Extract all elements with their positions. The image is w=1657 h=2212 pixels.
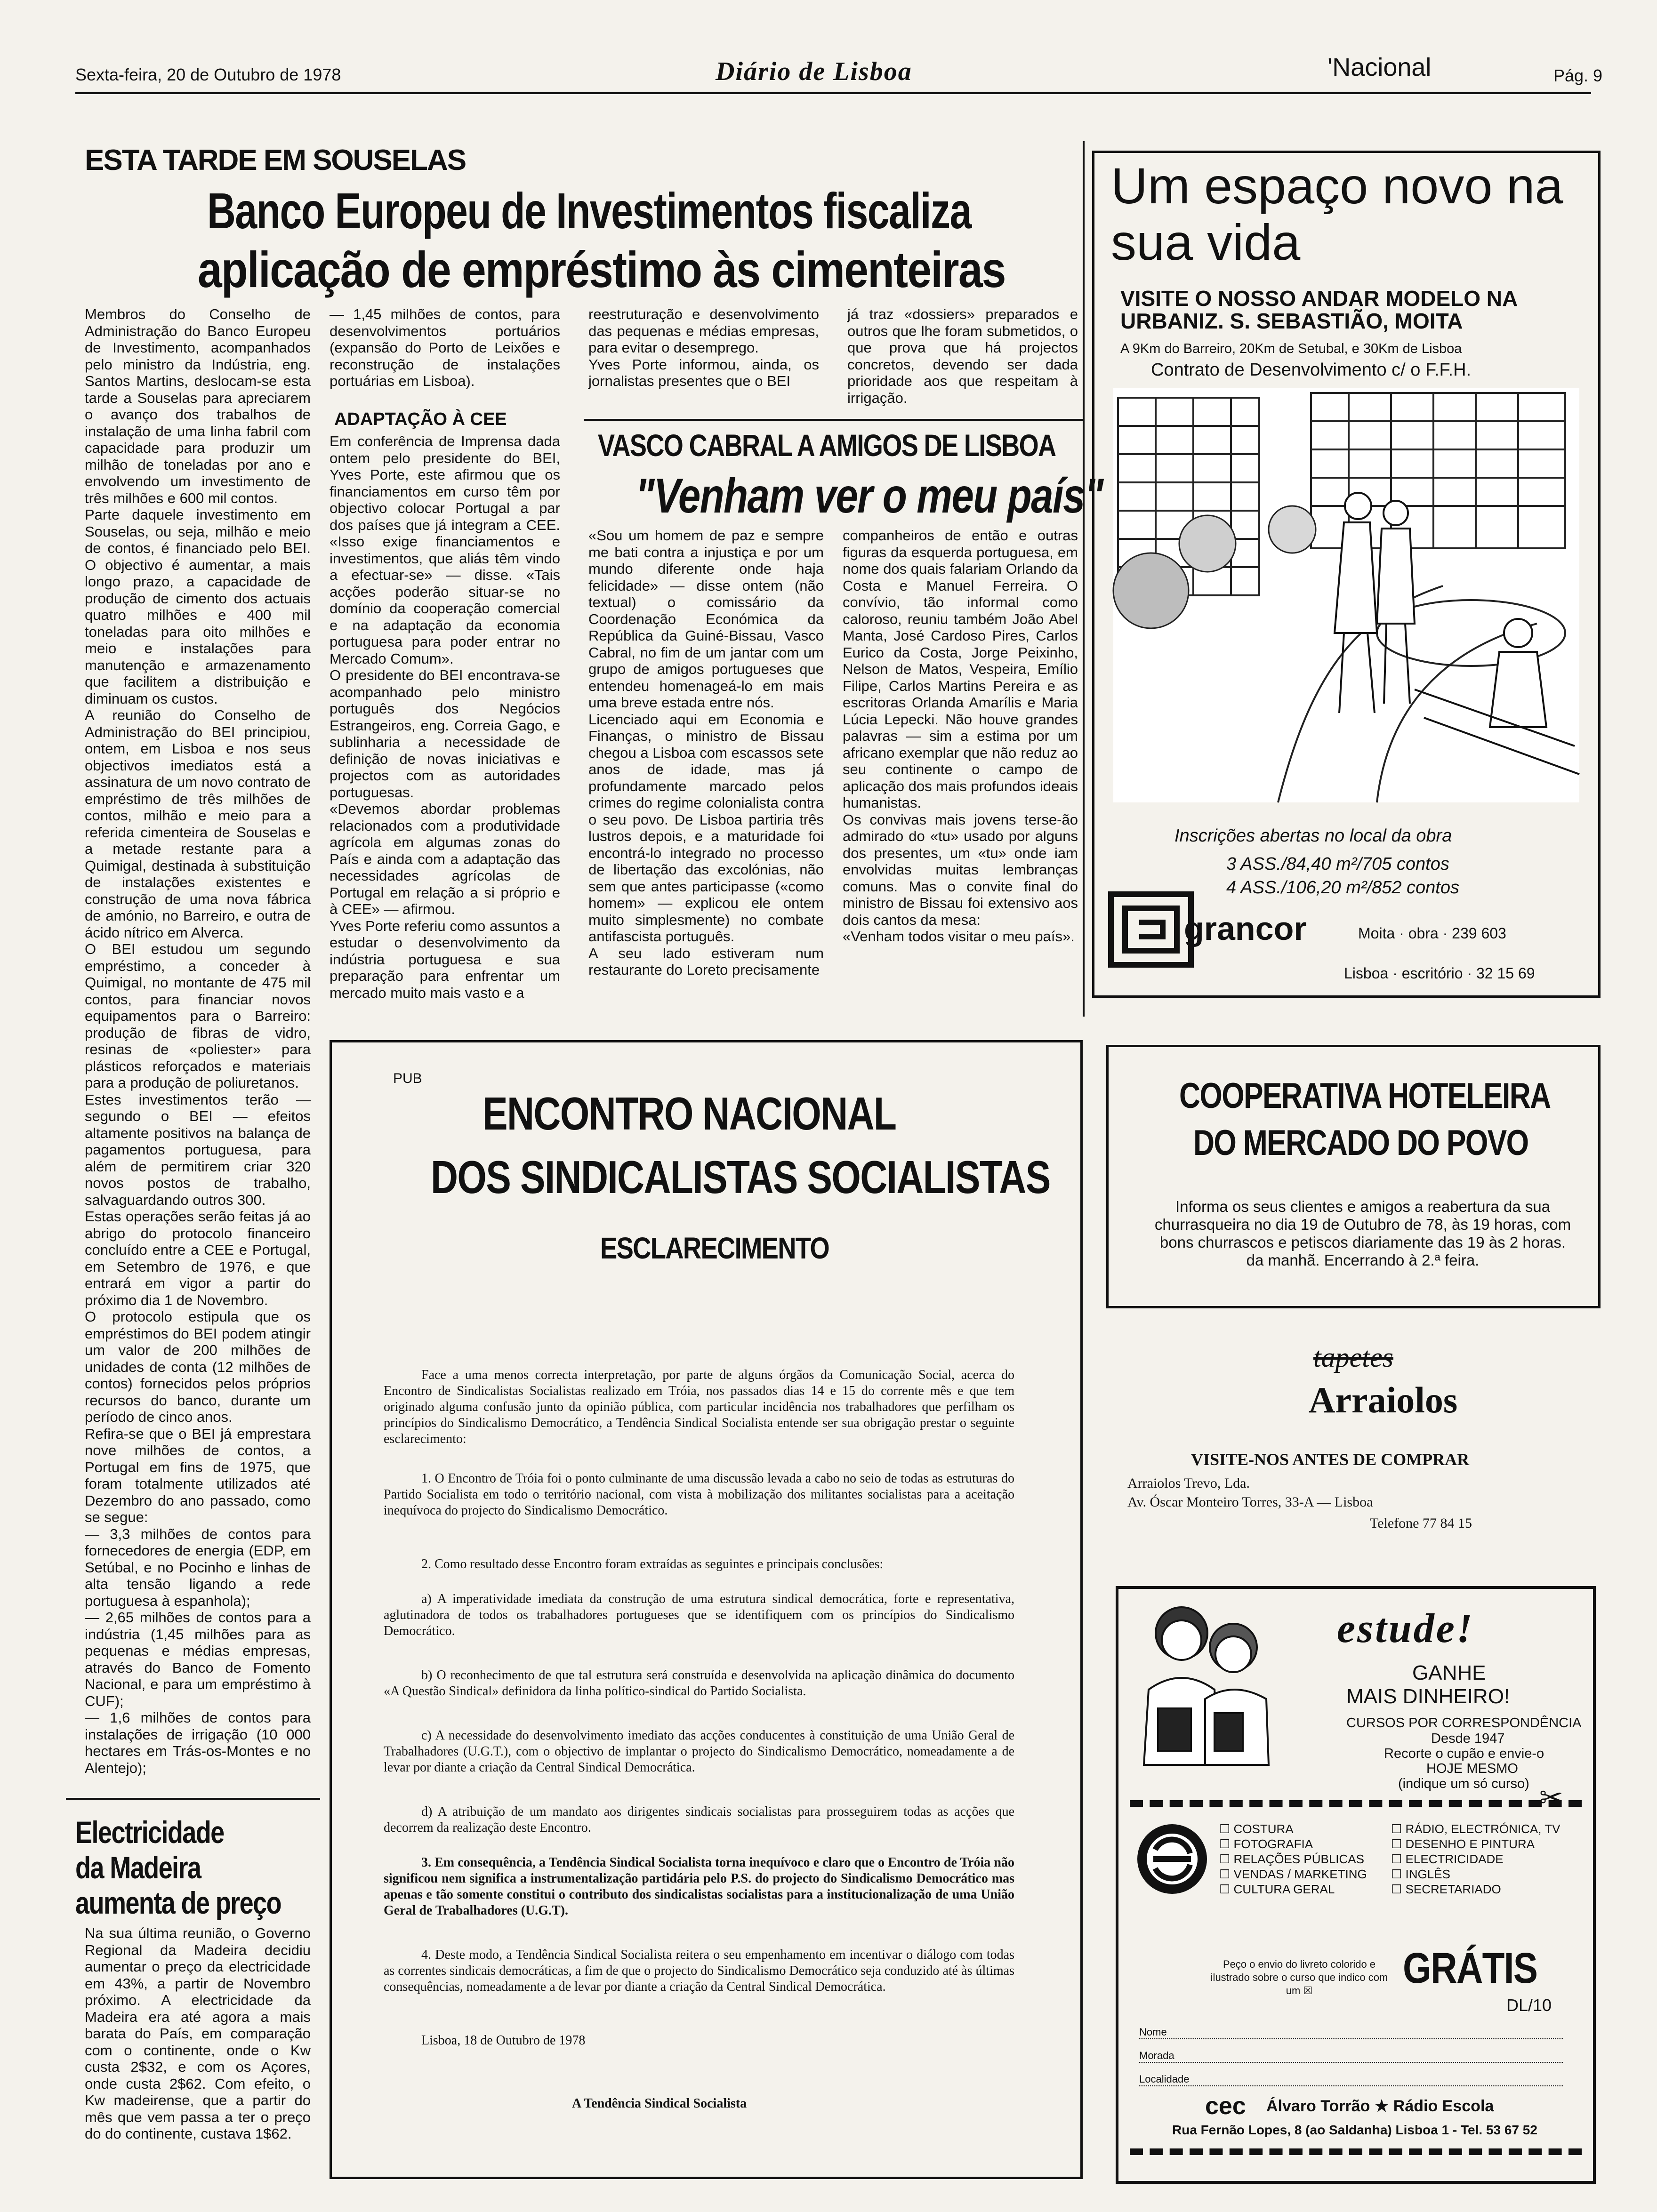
electricidade-headline-1: Electricidade <box>75 1815 224 1850</box>
bei-column-4: já traz «dossiers» preparados e outros que lhe foram submetidos, o que prova que há projectos concretos, devendo ser dada prioridade aos que respeitam à irrigação. <box>847 306 1078 406</box>
estude-cursos: CURSOS POR CORRESPONDÊNCIA <box>1346 1715 1582 1731</box>
grancor-logo-icon <box>1106 890 1196 970</box>
coupon-nome-field[interactable]: Nome <box>1139 2026 1563 2039</box>
masthead: Diário de Lisboa <box>716 57 912 86</box>
vasco-column-2: companheiros de então e outras figuras da esquerda portuguesa, em nome dos quais falariam Orlando da Costa e Manuel Ferreira. O convívio, tão informal como caloroso, reuniu também João Abel Manta, José Cardoso Pires, Carlos Eurico da Costa, Jorge Peixinho, Nelson de Matos, Vespeira, Emílio Filipe, Carlos Martins Pereira e as escritoras Orlanda Amarílis e Maria Lúcia Lepecki. Não houve grandes palavras — sim a estima por um africano exemplar que não reduz ao seu continente o campo de aplicação dos mais profundos ideais humanistas. Os convivas mais jovens terse-ão admirado do «tu» usado por alguns dos presentes, um «tu» onde iam envolvidas muitas lembranças comuns. Mas o convite final do ministro de Bissau foi extensivo aos dois cantos da mesa: «Venham todos visitar o meu país». <box>843 527 1078 945</box>
vasco-kicker: VASCO CABRAL A AMIGOS DE LISBOA <box>598 428 1056 463</box>
estude-title: estude! <box>1337 1606 1474 1651</box>
cooperativa-title-2: DO MERCADO DO POVO <box>1193 1123 1528 1163</box>
tapetes-phone: Telefone 77 84 15 <box>1370 1515 1472 1531</box>
bei-headline-line1: Banco Europeu de Investimentos fiscaliza <box>207 182 971 239</box>
coupon-option-secretariado[interactable]: ☐ SECRETARIADO <box>1391 1882 1501 1896</box>
coupon-option-desenho[interactable]: ☐ DESENHO E PINTURA <box>1391 1837 1535 1851</box>
vasco-column-1: «Sou um homem de paz e sempre me bati contra a injustiça e por um mundo diferente onde haja felicidade» — disse ontem (não textual) o comissário da Coordenação Económica da República da Guiné-Bissau, Vasco Cabral, no fim de um jantar com um grupo de amigos portugueses que entendeu homenageá-lo em mais uma breve estada entre nós. Licenciado aqui em Economia e Finanças, o ministro de Bissau chegou a Lisboa com escassos sete anos de idade, mas já profundamente marcado pelos crimes do regime colonialista contra o seu povo. De Lisboa partiria três lustros depois, e a maturidade foi encontrá-lo integrado no processo de libertação das excolónias, não sem que antes participasse («como homem» — explicou ele ontem muito simplesmente) no combate antifascista português. A seu lado estiveram num restaurante do Loreto precisamente <box>588 527 824 978</box>
coupon-option-cultura-geral[interactable]: ☐ CULTURA GERAL <box>1219 1882 1335 1896</box>
estude-ad <box>1102 1586 1605 2188</box>
grancor-price-1: 3 ASS./84,40 m²/705 contos <box>1226 854 1449 874</box>
vasco-article <box>584 419 1103 1031</box>
bei-headline-line2: aplicação de empréstimo às cimenteiras <box>198 241 1005 298</box>
grancor-ad <box>1092 151 1601 998</box>
encontro-subtitle: ESCLARECIMENTO <box>600 1231 829 1265</box>
grancor-brand: grancor <box>1184 910 1307 947</box>
encontro-signature: A Tendência Sindical Socialista <box>572 2096 747 2111</box>
cooperativa-ad <box>1106 1045 1601 1308</box>
grancor-inscricoes: Inscrições abertas no local da obra <box>1174 826 1452 846</box>
scissors-icon: ✂ <box>1539 1782 1563 1813</box>
vasco-headline: "Venham ver o meu país" <box>635 469 1103 523</box>
coupon-bottom-cut-line <box>1130 2148 1582 2155</box>
encontro-point-4: 4. Deste modo, a Tendência Sindical Socialista reitera o seu empenhamento em incentivar o diálogo com todas as correntes sindicais democráticas, a fim de que o projecto do Sindicalismo Democrático seja conduzido até às últimas consequências, nomeadamente a de levar por diante a criação da Central Sindical Democrática. <box>384 1948 1014 1994</box>
electricidade-top-rule <box>66 1798 320 1800</box>
coupon-options-left <box>1219 1821 1384 1897</box>
electricidade-article <box>66 1798 320 2184</box>
cec-school: Álvaro Torrão ★ Rádio Escola <box>1266 2097 1494 2115</box>
encontro-ad <box>330 1040 1083 2179</box>
coupon-option-radio[interactable]: ☐ RÁDIO, ELECTRÓNICA, TV <box>1391 1822 1560 1836</box>
cooperativa-body: Informa os seus clientes e amigos a reabertura da sua churrasqueira no dia 19 de Outubro de 78, às 19 horas, com bons churrascos e petiscos diariamente das 19 às 2 horas. da manhã. Encerrando à 2.ª feira. <box>1154 1198 1571 1269</box>
bei-column-1: Membros do Conselho de Administração do Banco Europeu de Investimento, acompanhados pelo ministro da Indústria, eng. Santos Martins, deslocam-se esta tarde a Souselas para apreciarem o avanço dos trabalhos de instalação de uma linha fabril com capacidade para produzir um milhão de toneladas por ano e envolvendo um investimento de três milhões e 600 mil contos. Parte daquele investimento em Souselas, ou seja, milhão e meio de contos, é financiado pelo BEI. O objectivo é aumentar, a mais longo prazo, a capacidade de produção de cimento dos actuais quatro milhões e 400 mil toneladas para oito milhões e meio e instalações para manutenção e armazenamento que facilitem a distribuição e diminuam os custos. A reunião do Conselho de Administração do BEI principiou, ontem, em Lisboa e nos seus objectivos imediatos está a assinatura de um novo contrato de empréstimo de três milhões de contos, milhão e meio para a referida cimenteira de Souselas e a metade restante para a Quimigal, destinada à substituição de instalações existentes e construção de uma nova fábrica de amónio, no Barreiro, e outra de ácido nítrico em Alverca. O BEI estudou um segundo empréstimo, a conceder à Quimigal, no montante de 475 mil contos, para financiar novos equipamentos para o Barreiro: produção de fibras de vidro, resinas de «poliester» para plásticos reforçados e materiais para a produção de poliuretanos. Estes investimentos terão — segundo o BEI — efeitos altamente positivos na balança de pagamentos portuguesa, para além de permitirem criar 320 novos postos de trabalho, salvaguardando outros 300. Estas operações serão feitas já ao abrigo do protocolo financeiro concluído entre a CEE e Portugal, em Setembro de 1976, e que entrará em vigor a partir do próximo dia 1 de Novembro. O protocolo estipula que os empréstimos do BEI podem atingir um valor de 200 milhões de unidades de conta (12 milhões de contos) fornecidos pelos próprios recursos do banco, durante um período de cinco anos. Refira-se que o BEI já emprestara nove milhões de contos, a Portugal em fins de 1975, que foram totalmente utilizados até Dezembro do ano passado, como se segue: — 3,3 milhões de contos para fornecedores de energia (EDP, em Setúbal, e no Pocinho e linhas de alta tensão ligando a rede portuguesa à espanhola); — 2,65 milhões de contos para a indústria (1,45 milhões para as pequenas e médias empresas, através do Banco de Fomento Nacional, e para um empréstimo à CUF); — 1,6 milhões de contos para instalações de irrigação (10 000 hectares em Trás-os-Montes e no Alentejo); <box>85 306 311 1776</box>
electricidade-headline-2: da Madeira <box>75 1850 201 1885</box>
encontro-pub-label: PUB <box>393 1071 422 1086</box>
encontro-body <box>384 1367 1014 2112</box>
bei-subhead-cee: ADAPTAÇÃO À CEE <box>334 409 507 429</box>
grancor-distances: A 9Km do Barreiro, 20Km de Setubal, e 30Km de Lisboa <box>1120 341 1462 356</box>
cec-address: Rua Fernão Lopes, 8 (ao Saldanha) Lisboa 1 - Tel. 53 67 52 <box>1172 2123 1537 2137</box>
coupon-option-relacoes-publicas[interactable]: ☐ RELAÇÕES PÚBLICAS <box>1219 1852 1364 1866</box>
coupon-option-costura[interactable]: ☐ COSTURA <box>1219 1822 1294 1836</box>
grancor-contract: Contrato de Desenvolvimento c/ o F.F.H. <box>1151 360 1472 380</box>
grancor-price-2: 4 ASS./106,20 m²/852 contos <box>1226 878 1460 898</box>
tapetes-address: Av. Óscar Monteiro Torres, 33-A — Lisboa <box>1127 1494 1373 1510</box>
coupon-options-right <box>1391 1821 1589 1897</box>
estude-indique: (indique um só curso) <box>1398 1776 1529 1791</box>
grancor-illustration <box>1113 388 1579 802</box>
bei-column-2a: — 1,45 milhões de contos, para desenvolvimentos portuários (expansão do Porto de Leixões e reconstrução de instalações portuárias em Lisboa). <box>330 306 560 389</box>
grancor-moita-phone: Moita · obra · 239 603 <box>1358 925 1506 942</box>
encontro-point-d: d) A atribuição de um mandato aos dirigentes sindicais socialistas para prosseguirem todas as acções que decorrem da realização deste Encontro. <box>384 1804 1014 1835</box>
tapetes-visit: VISITE-NOS ANTES DE COMPRAR <box>1191 1450 1470 1469</box>
encontro-title-1: ENCONTRO NACIONAL <box>483 1088 896 1139</box>
estude-recorte: Recorte o cupão e envie-o <box>1384 1746 1544 1761</box>
tapetes-ad <box>1106 1341 1601 1539</box>
grancor-visit: VISITE O NOSSO ANDAR MODELO NA URBANIZ. S. SEBASTIÃO, MOITA <box>1120 286 1517 333</box>
tapetes-brand: Arraiolos <box>1309 1379 1458 1420</box>
column-rule-right <box>1083 141 1085 1017</box>
coupon-cut-line <box>1130 1800 1582 1807</box>
coupon-option-ingles[interactable]: ☐ INGLÊS <box>1391 1867 1450 1881</box>
electricidade-body: Na sua última reunião, o Governo Regional da Madeira decidiu aumentar o preço da electricidade em 43%, a partir de Novembro próximo. A electricidade da Madeira era até agora a mais barata do País, em comparação com o continente, onde o Kw custa 2$32, e com os Açores, onde custa 2$62. Com efeito, o Kw madeirense, que a partir do mês que vem passa a ter o preço do do continente, custava 1$62. <box>85 1925 311 2142</box>
encontro-point-c: c) A necessidade do desenvolvimento imediato das acções conducentes à constituição de uma União Geral de Trabalhadores (U.G.T.), com o objectivo de implantar o projecto do Sindicalismo Democrático, nomeadamente a de levar por diante a criação da Central Sindical Democrática. <box>384 1728 1014 1775</box>
bei-column-2b: Em conferência de Imprensa dada ontem pelo presidente do BEI, Yves Porte, este afirmou que os financiamentos em curso têm por objectivo colocar Portugal a par dos países que já integram a CEE. «Isso exige financiamentos e investimentos, que aliás têm vindo a efectuar-se» — disse. «Tais acções poderão situar-se no domínio da cooperação comercial e na adaptação da economia portuguesa para poder entrar no Mercado Comum». O presidente do BEI encontrava-se acompanhado pelo ministro português dos Negócios Estrangeiros, eng. Correia Gago, e sublinharia a necessidade de definição de novas iniciativas e projectos com as autoridades portuguesas. «Devemos abordar problemas relacionados com a produtividade agrícola em algumas zonas do País e ainda com a adaptação das necessidades agrícolas de Portugal em relação a si próprio e à CEE» — afirmou. Yves Porte referiu como assuntos a estudar o desenvolvimento da indústria portuguesa e sua preparação para enfrentar um mercado muito mais vasto e a <box>330 433 560 1001</box>
coupon-gratis: GRÁTIS <box>1403 1944 1537 1992</box>
coupon-peco: Peço o envio do livreto colorido e ilustrado sobre o curso que indico com um ☒ <box>1210 1958 1388 1996</box>
encontro-point-2: 2. Como resultado desse Encontro foram extraídas as seguintes e principais conclusões: <box>421 1557 884 1571</box>
grancor-title: Um espaço novo na sua vida <box>1111 157 1563 271</box>
electricidade-headline-3: aumenta de preço <box>75 1885 281 1920</box>
encontro-place-date: Lisboa, 18 de Outubro de 1978 <box>421 2033 586 2048</box>
cec-logo-icon <box>1134 1821 1210 1897</box>
bei-kicker: ESTA TARDE EM SOUSELAS <box>85 144 466 176</box>
coupon-localidade-field[interactable]: Localidade <box>1139 2073 1563 2086</box>
encontro-point-b: b) O reconhecimento de que tal estrutura será construída e desenvolvida na aplicação dinâmica do documento «A Questão Sindical» definidora da linha político-sindical do Partido Socialista. <box>384 1668 1014 1699</box>
grancor-lisboa-phone: Lisboa · escritório · 32 15 69 <box>1344 965 1535 982</box>
page-number: Pág. 9 <box>1553 66 1603 85</box>
coupon-code: DL/10 <box>1506 1996 1552 2015</box>
estude-hoje: HOJE MESMO <box>1426 1761 1518 1776</box>
coupon-option-vendas-marketing[interactable]: ☐ VENDAS / MARKETING <box>1219 1867 1367 1881</box>
header-date: Sexta-feira, 20 de Outubro de 1978 <box>75 65 341 84</box>
estude-desde: Desde 1947 <box>1431 1731 1505 1746</box>
encontro-point-3: 3. Em consequência, a Tendência Sindical Socialista torna inequívoco e claro que o Encontro de Tróia não significou nem significa a instrumentalização partidária pelo P.S. do projecto do Sindicalismo Democrático mas apenas e tão somente constitui o contributo dos sindicalistas socialistas para a institucionalização de uma União Geral de Trabalhadores (U.G.T). <box>384 1855 1014 1918</box>
students-illustration <box>1130 1595 1271 1765</box>
cec-brand: cec <box>1205 2092 1246 2120</box>
coupon-option-electricidade[interactable]: ☐ ELECTRICIDADE <box>1391 1852 1504 1866</box>
coupon-morada-field[interactable]: Morada <box>1139 2050 1563 2063</box>
vasco-top-rule <box>584 419 1083 421</box>
encontro-intro: Face a uma menos correcta interpretação, por parte de alguns órgãos da Comunicação Social, acerca do Encontro de Sindicalistas Socialistas realizado em Tróia, nos passados dias 14 e 15 do corrente mês e que tem originado alguma confusão junto da opinião pública, com particular incidência nos trabalhadores que perfilham os princípios do Sindicalismo Democrático, a Tendência Sindical Socialista entende ser sua obrigação prestar o seguinte esclarecimento: <box>384 1368 1014 1446</box>
estude-mais-dinheiro: MAIS DINHEIRO! <box>1346 1685 1510 1708</box>
encontro-point-a: a) A imperatividade imediata da construção de uma estrutura sindical democrática, forte e representativa, aglutinadora de todos os trabalhadores portugueses que se identifiquem com os princípios do Sindicalismo Democrático. <box>384 1592 1014 1638</box>
tapetes-top: tapetes <box>1313 1342 1393 1373</box>
encontro-point-1: 1. O Encontro de Tróia foi o ponto culminante de uma discussão levada a cabo no seio de todas as estruturas do Partido Socialista em todo o território nacional, com vista à mobilização dos militantes socialistas para a aceitação inequívoca do projecto do Sindicalismo Democrático. <box>384 1471 1014 1518</box>
coupon-option-fotografia[interactable]: ☐ FOTOGRAFIA <box>1219 1837 1313 1851</box>
estude-ganhe: GANHE <box>1412 1661 1486 1684</box>
bei-column-3: reestruturação e desenvolvimento das pequenas e médias empresas, para evitar o desemprego. Yves Porte informou, ainda, os jornalistas presentes que o BEI <box>588 306 819 389</box>
encontro-title-2: DOS SINDICALISTAS SOCIALISTAS <box>431 1151 1050 1203</box>
tapetes-company: Arraiolos Trevo, Lda. <box>1127 1475 1250 1491</box>
cooperativa-title-1: COOPERATIVA HOTELEIRA <box>1179 1076 1551 1116</box>
header-section: 'Nacional <box>1327 53 1432 81</box>
